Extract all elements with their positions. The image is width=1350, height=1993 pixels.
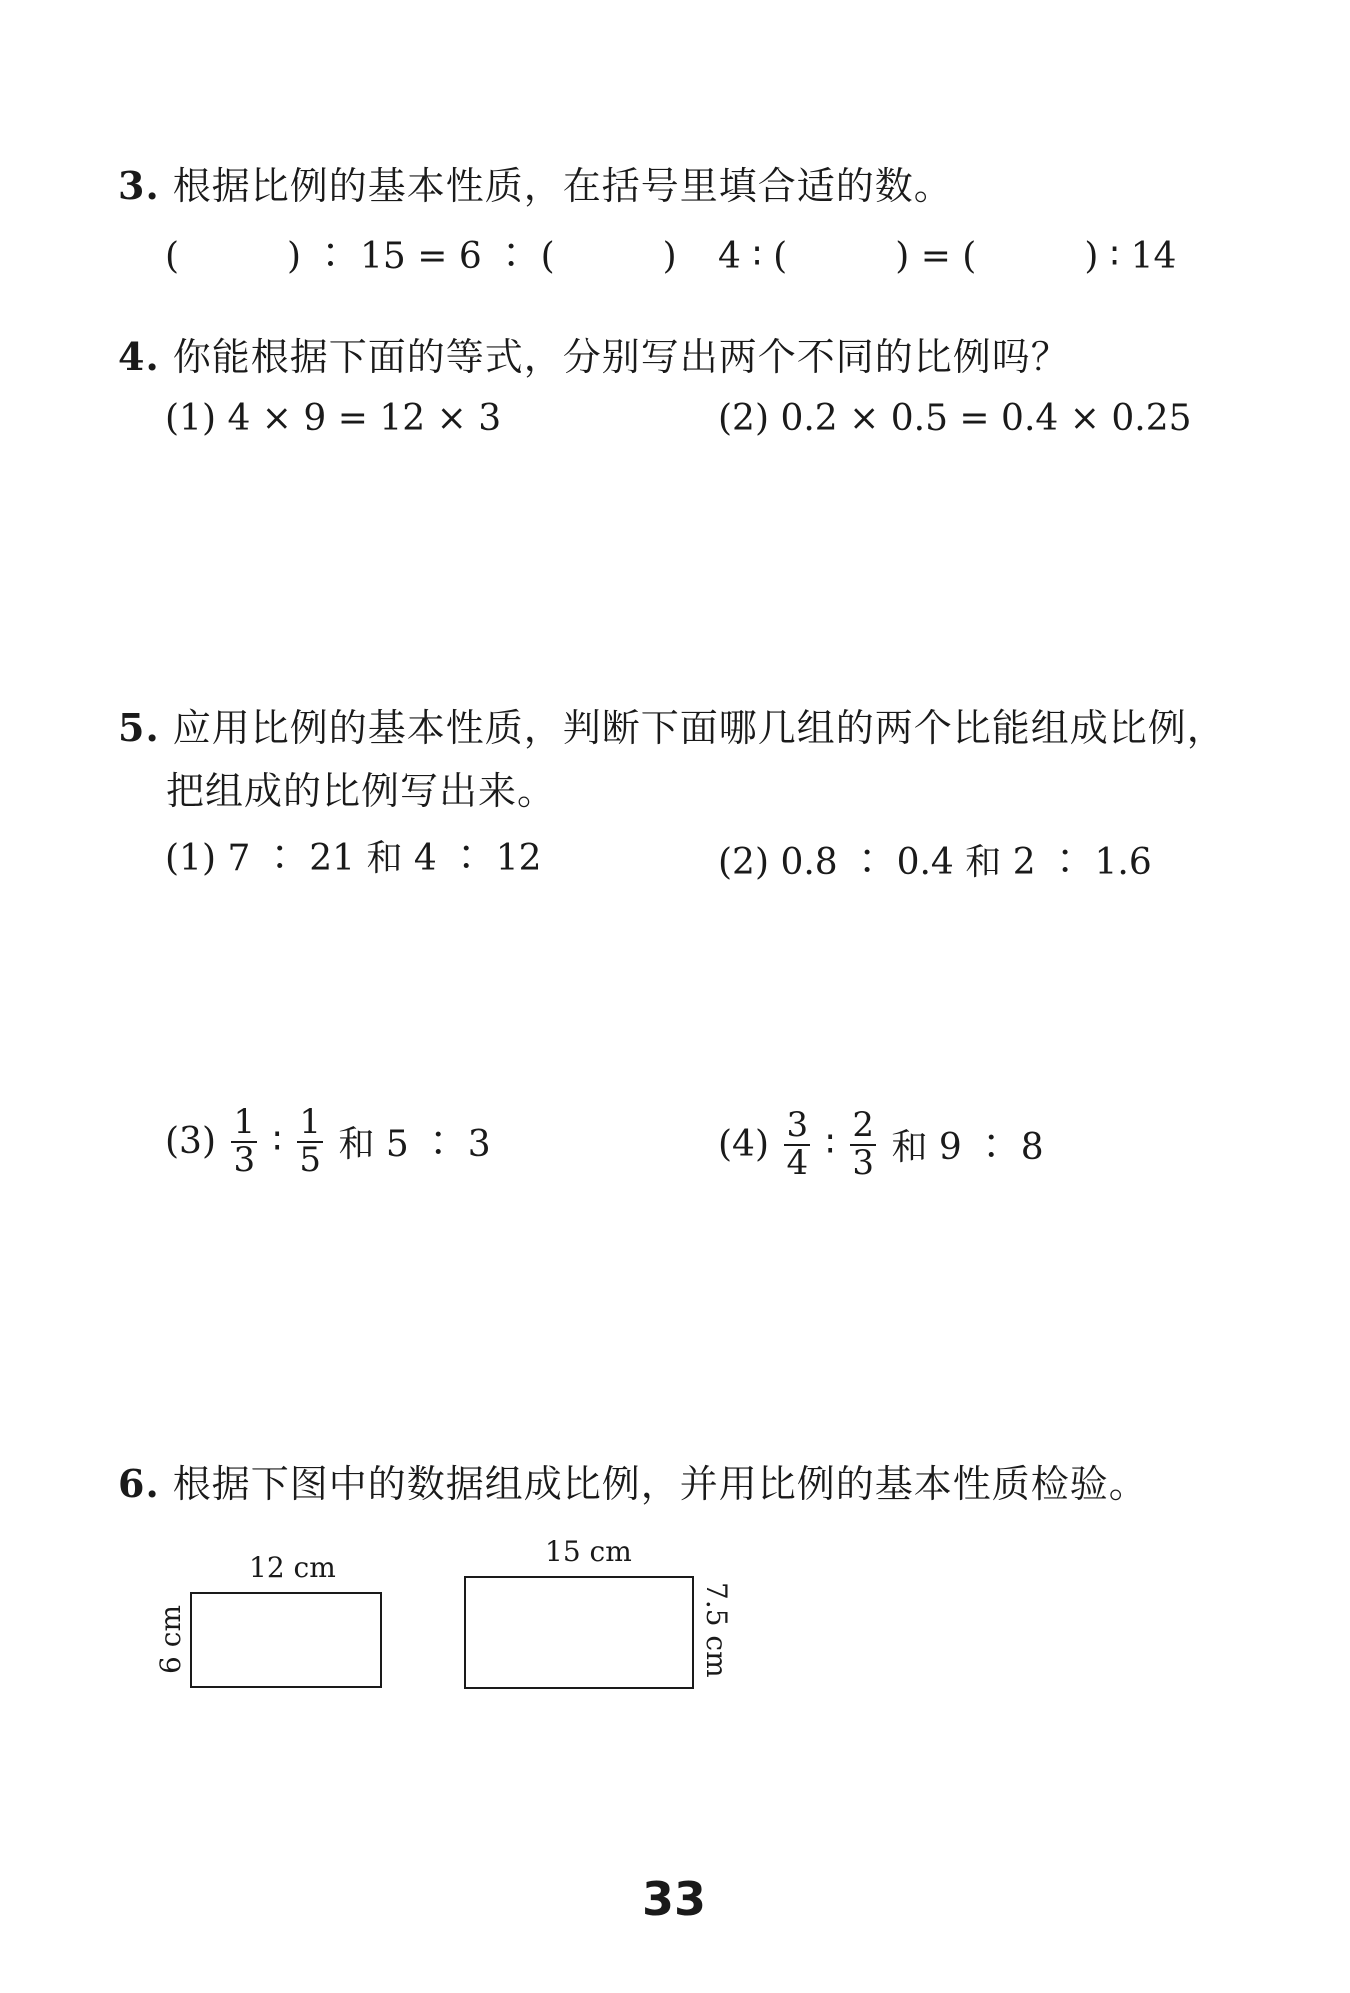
- q5-item-3-tail: 和 5 ∶ 3: [338, 1124, 491, 1166]
- q4-item-1: (1) 4 × 9 = 12 × 3: [165, 398, 502, 439]
- q5-item-2: (2) 0.8 ∶ 0.4 和 2 ∶ 1.6: [718, 842, 1152, 883]
- q4-item-2: (2) 0.2 × 0.5 = 0.4 × 0.25: [718, 398, 1192, 439]
- q5-number: 5.: [118, 705, 160, 750]
- q3-text: 根据比例的基本性质，在括号里填合适的数。: [172, 164, 953, 208]
- q5-item-4-f2-numerator: 2: [852, 1105, 875, 1145]
- q6-text: 根据下图中的数据组成比例，并用比例的基本性质检验。: [172, 1462, 1148, 1506]
- q5-item-3-f1-denominator: 3: [233, 1139, 256, 1180]
- page-number: 33: [642, 1872, 707, 1926]
- q5-item-4-f1-denominator: 4: [786, 1142, 809, 1183]
- rect2: [464, 1576, 694, 1689]
- q3-number: 3.: [118, 163, 160, 208]
- q5-item-4-colon: ∶: [825, 1124, 835, 1166]
- q6-prompt: [118, 1453, 1148, 1508]
- q5-item-4-fraction-1: [784, 1105, 810, 1183]
- q3-item-1: ( ) ∶ 15 = 6 ∶ ( ): [165, 236, 677, 277]
- q5-item-1: (1) 7 ∶ 21 和 4 ∶ 12: [165, 838, 542, 879]
- q4-text: 你能根据下面的等式，分别写出两个不同的比例吗？: [172, 335, 1070, 379]
- rect2-height-label: 7.5 cm: [700, 1582, 733, 1678]
- rect1-width-label: 12 cm: [249, 1551, 336, 1584]
- q6-number: 6.: [118, 1461, 160, 1506]
- rect1-height-label: 6 cm: [154, 1605, 187, 1674]
- q5-item-4-fraction-2: [850, 1105, 876, 1183]
- q5-item-3-fraction-2: [297, 1102, 323, 1180]
- q4-prompt: [118, 326, 1070, 381]
- q5-item-4: [718, 1105, 1044, 1183]
- q5-item-4-f2-denominator: 3: [852, 1142, 875, 1183]
- q5-item-3-colon: ∶: [272, 1121, 282, 1163]
- q5-prompt: [118, 697, 1226, 752]
- q3-item-2: 4 ∶ ( ) = ( ) ∶ 14: [718, 236, 1177, 277]
- q3-prompt: [118, 155, 953, 210]
- q5-item-4-label: (4): [718, 1124, 769, 1166]
- q5-text-line2: 把组成的比例写出来。: [166, 769, 557, 813]
- q5-item-4-f1-numerator: 3: [786, 1105, 809, 1145]
- q5-item-3-f1-numerator: 1: [233, 1102, 256, 1142]
- q5-item-3-fraction-1: [231, 1102, 257, 1180]
- q5-item-3-label: (3): [165, 1121, 216, 1163]
- rect2-width-label: 15 cm: [545, 1535, 632, 1568]
- q5-item-4-tail: 和 9 ∶ 8: [891, 1127, 1044, 1169]
- q5-item-3: [165, 1102, 491, 1180]
- q5-item-3-f2-denominator: 5: [299, 1139, 322, 1180]
- q4-number: 4.: [118, 334, 160, 379]
- q5-text-line1: 应用比例的基本性质，判断下面哪几组的两个比能组成比例，: [172, 706, 1226, 750]
- rect1: [190, 1592, 382, 1688]
- q5-item-3-f2-numerator: 1: [299, 1102, 322, 1142]
